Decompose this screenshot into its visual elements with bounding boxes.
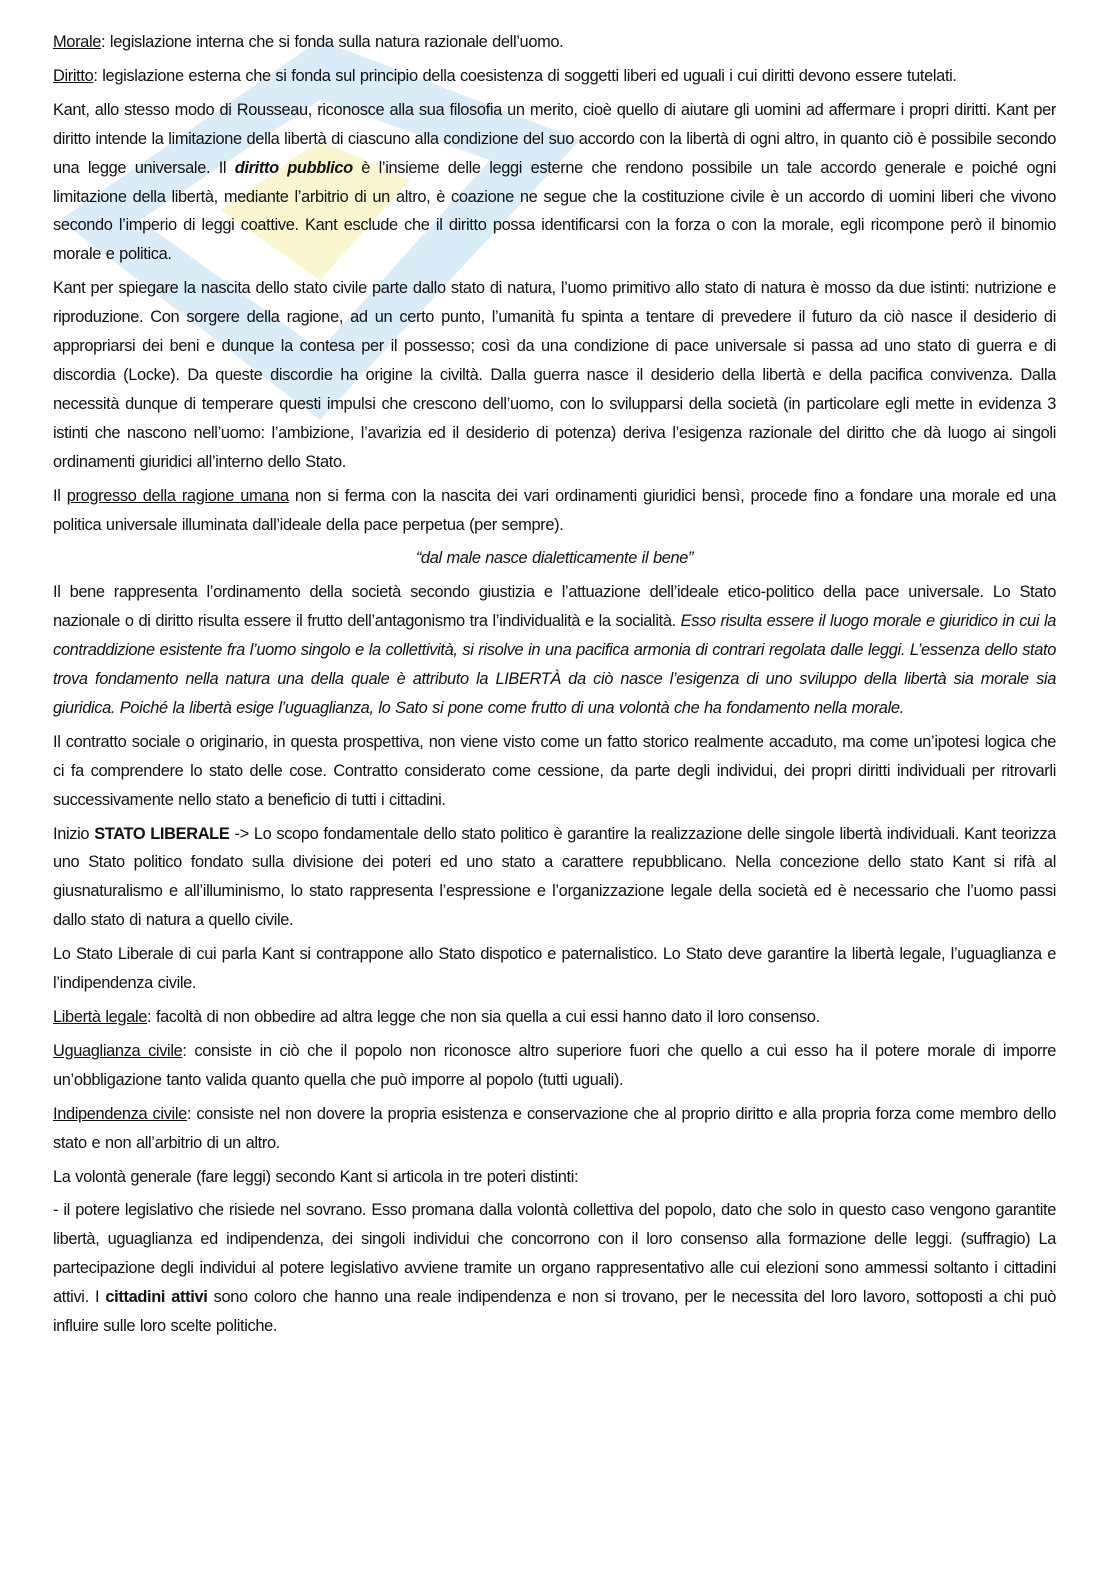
paragraph	[53, 28, 1056, 57]
emphasized-text: Morale	[53, 33, 102, 51]
text-run: : consiste nel non dovere la propria esistenza e conservazione che al proprio diritto e alla propria forza come membro dello stato e non all’arbitrio di un altro.	[53, 1104, 1056, 1152]
emphasized-text: Uguaglianza civile	[53, 1041, 183, 1060]
emphasized-text: Libertà legale	[53, 1008, 148, 1026]
paragraph	[53, 1003, 1056, 1032]
emphasized-text: “dal male nasce dialetticamente il bene”	[415, 549, 694, 568]
text-run: -> Lo scopo fondamentale dello stato politico è garantire la realizzazione delle singole libertà individuali. Kant teorizza uno Stato politico fondato sulla divisione dei poteri ed uno stato a carattere repubblicano. Nella concezione dello stato Kant si rifà al giusnaturalismo e all’illuminismo, lo stato rappresenta l’espressione e l’organizzazione legale della società ed è necessario che l’uomo passi dallo stato di natura a quello civile.	[53, 824, 1056, 930]
emphasized-text: progresso della ragione umana	[66, 486, 289, 505]
text-run: : consiste in ciò che il popolo non riconosce altro superiore fuori che quello a cui esso ha il potere morale di imporre un’obbligazione tanto valida quanto quella che può imporre al popolo (tutti uguali).	[53, 1041, 1057, 1089]
text-run: - il potere legislativo che risiede nel sovrano. Esso promana dalla volontà collettiva del popolo, dato che solo in questo caso vengono garantite libertà, uguaglianza ed indipendenza, dei singoli individui che concorrono con il loro consenso alla formazione delle leggi. (suffragio) La partecipazione degli individui al potere legislativo avviene tramite un organo rappresentativo alle cui elezioni sono ammessi soltanto i cittadini attivi. I	[53, 1201, 1056, 1307]
paragraph	[53, 1196, 1056, 1341]
emphasized-text: diritto pubblico	[234, 158, 353, 177]
paragraph	[53, 62, 1056, 91]
paragraph	[53, 482, 1056, 540]
paragraph	[53, 544, 1056, 573]
emphasized-text: Esso risulta essere il luogo morale e giuridico in cui la contraddizione esistente fra l’uomo singolo e la collettività, si risolve in una pacifica armonia di contrari regolata dalle leggi. L’essenza dello stato trova fondamento nella natura una della quale è attributo la LIBERTÀ da ciò nasce l’esigenza di uno sviluppo della libertà sia morale sia giuridica. Poiché la libertà esige l’uguaglianza, lo Sato si pone come frutto di una volontà che ha fondamento nella morale.	[53, 612, 1057, 717]
text-run: Kant, allo stesso modo di Rousseau, riconosce alla sua filosofia un merito, cioè quello di aiutare gli uomini ad affermare i propri diritti. Kant per diritto intende la limitazione della libertà di ciascuno alla condizione del suo accordo con la libertà di ogni altro, in quanto ciò è possibile secondo una legge universale. Il	[53, 100, 1056, 177]
text-run: : legislazione interna che si fonda sulla natura razionale dell’uomo.	[101, 33, 564, 51]
text-run: Kant per spiegare la nascita dello stato civile parte dallo stato di natura, l’uomo primitivo allo stato di natura è mosso da due istinti: nutrizione e riproduzione. Con sorgere della ragione, ad un certo punto, l’umanità fu spinta a tentare di prevedere il futuro da ciò nasce il desiderio di appropriarsi dei beni e dunque la contesa per il possesso; così da una condizione di pace universale si passa ad uno stato di guerra e di discordia (Locke). Da queste discordie ha origine la civiltà. Dalla guerra nasce il desiderio della libertà e della pacifica convivenza. Dalla necessità dunque di temperare questi impulsi che crescono dell’uomo, con lo svilupparsi della società (in particolare egli mette in evidenza 3 istinti che nascono nell’uomo: l’ambizione, l’avarizia ed il desiderio di potenza) deriva l’esigenza razionale del diritto che dà luogo ai singoli ordinamenti giuridici all’interno dello Stato.	[53, 279, 1056, 471]
text-run: Il bene rappresenta l’ordinamento della società secondo giustizia e l’attuazione dell’ideale etico-politico della pace universale. Lo Stato nazionale o di diritto risulta essere il frutto dell’antagonismo tra l’individualità e la socialità.	[53, 583, 1056, 631]
text-run: La volontà generale (fare leggi) secondo Kant si articola in tre poteri distinti:	[53, 1167, 579, 1186]
text-run: Inizio	[53, 824, 95, 843]
paragraph	[53, 578, 1056, 723]
paragraph	[53, 728, 1056, 815]
text-run: Il contratto sociale o originario, in questa prospettiva, non viene visto come un fatto storico realmente accaduto, ma come un’ipotesi logica che ci fa comprendere lo stato delle cose. Contratto considerato come cessione, da parte degli individui, dei propri diritti individuali per ritrovarli successivamente nello stato a beneficio di tutti i cittadini.	[53, 732, 1056, 809]
document-page	[53, 28, 1056, 1346]
paragraph	[53, 1037, 1056, 1095]
paragraph	[53, 940, 1056, 998]
paragraph	[53, 1100, 1056, 1158]
text-run: Lo Stato Liberale di cui parla Kant si contrappone allo Stato dispotico e paternalistico. Lo Stato deve garantire la libertà legale, l’uguaglianza e l’indipendenza civile.	[53, 945, 1056, 993]
emphasized-text: Diritto	[53, 66, 94, 85]
paragraph	[53, 96, 1056, 269]
text-run: : legislazione esterna che si fonda sul principio della coesistenza di soggetti liberi ed uguali i cui diritti devono essere tutelati.	[93, 66, 957, 85]
emphasized-text: cittadini attivi	[105, 1288, 208, 1307]
text-run: Il	[53, 486, 67, 505]
text-run: sono coloro che hanno una reale indipendenza e non si trovano, per le necessita del loro lavoro, sottoposti a chi può influire sulle loro scelte politiche.	[53, 1288, 1057, 1336]
paragraph	[53, 1163, 1056, 1192]
paragraph	[53, 274, 1056, 476]
text-run: : facoltà di non obbedire ad altra legge che non sia quella a cui essi hanno dato il loro consenso.	[147, 1008, 820, 1026]
emphasized-text: STATO LIBERALE	[94, 824, 230, 843]
text-run: non si ferma con la nascita dei vari ordinamenti giuridici bensì, procede fino a fondare una morale ed una politica universale illuminata dall’ideale della pace perpetua (per sempre).	[53, 486, 1057, 534]
paragraph	[53, 820, 1056, 936]
emphasized-text: Indipendenza civile	[53, 1104, 187, 1123]
text-run: è l’insieme delle leggi esterne che rendono possibile un tale accordo generale e poiché ogni limitazione della libertà, mediante l’arbitrio di un altro, è coazione ne segue che la costituzione civile è un accordo di uomini liberi che vivono secondo l’imperio di leggi coattive. Kant esclude che il diritto possa identificarsi con la forza o con la morale, egli ricompone però il binomio morale e politica.	[53, 158, 1056, 264]
